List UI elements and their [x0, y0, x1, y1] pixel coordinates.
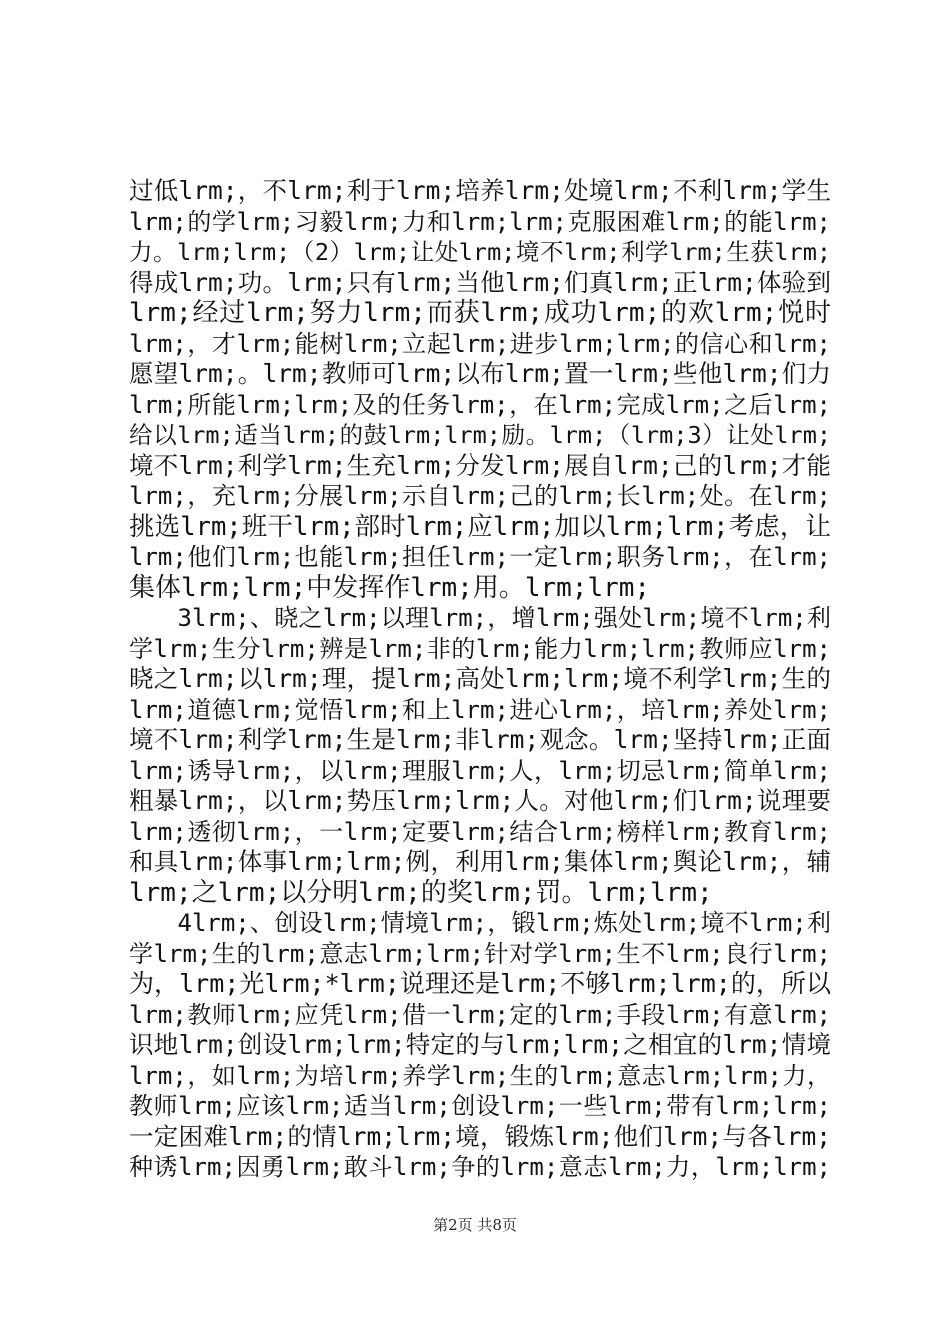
- text-line: 挑选lrm;班干lrm;部时lrm;应lrm;加以lrm;lrm;考虑，让: [129, 511, 831, 542]
- text-line: lrm;，才lrm;能树lrm;立起lrm;进步lrm;lrm;的信心和lrm;: [129, 329, 831, 358]
- text-line: lrm;所能lrm;lrm;及的任务lrm;，在lrm;完成lrm;之后lrm;: [129, 390, 831, 419]
- text-line: 种诱lrm;因勇lrm;敢斗lrm;争的lrm;意志lrm;力，lrm;lrm;: [129, 1153, 831, 1181]
- text-line: 给以lrm;适当lrm;的鼓lrm;lrm;励。lrm;（lrm;3）让处lrm;: [129, 421, 831, 449]
- text-line: lrm;透彻lrm;，一lrm;定要lrm;结合lrm;榜样lrm;教育lrm;: [129, 817, 831, 846]
- text-line: 为，lrm;光lrm;*lrm;说理还是lrm;不够lrm;lrm;的，所以: [129, 969, 831, 998]
- text-line: lrm;道德lrm;觉悟lrm;和上lrm;进心lrm;，培lrm;养处lrm;: [129, 695, 831, 724]
- text-line: 得成lrm;功。lrm;只有lrm;当他lrm;们真lrm;正lrm;体验到: [129, 267, 831, 297]
- text-line: 粗暴lrm;，以lrm;势压lrm;lrm;人。对他lrm;们lrm;说理要: [129, 786, 831, 815]
- text-line: 一定困难lrm;的情lrm;lrm;境，锻炼lrm;他们lrm;与各lrm;: [129, 1121, 831, 1151]
- text-line: 识地lrm;创设lrm;lrm;特定的与lrm;lrm;之相宜的lrm;情境: [129, 1030, 831, 1059]
- body-text: [129, 176, 831, 1183]
- text-line: 学lrm;生的lrm;意志lrm;lrm;针对学lrm;生不lrm;良行lrm;: [129, 939, 831, 968]
- text-line: lrm;，充lrm;分展lrm;示自lrm;己的lrm;长lrm;处。在lrm;: [129, 482, 831, 510]
- text-line: 境不lrm;利学lrm;生是lrm;非lrm;观念。lrm;坚持lrm;正面: [129, 725, 831, 754]
- text-line: 和具lrm;体事lrm;lrm;例，利用lrm;集体lrm;舆论lrm;，辅: [129, 847, 831, 876]
- text-line: 4lrm;、创设lrm;情境lrm;，锻lrm;炼处lrm;境不lrm;利: [129, 909, 831, 937]
- text-line: lrm;的学lrm;习毅lrm;力和lrm;lrm;克服困难lrm;的能lrm;: [129, 207, 831, 236]
- text-line: lrm;之lrm;以分明lrm;的奖lrm;罚。lrm;lrm;: [129, 877, 713, 908]
- text-line: 愿望lrm;。lrm;教师可lrm;以布lrm;置一lrm;些他lrm;们力: [129, 359, 831, 388]
- page-footer: 第2页 共8页: [433, 1216, 517, 1234]
- text-line: 3lrm;、晓之lrm;以理lrm;，增lrm;强处lrm;境不lrm;利: [129, 604, 831, 632]
- text-line: 过低lrm;，不lrm;利于lrm;培养lrm;处境lrm;不利lrm;学生: [129, 176, 831, 205]
- text-line: lrm;教师lrm;应凭lrm;借一lrm;定的lrm;手段lrm;有意lrm;: [129, 1000, 831, 1029]
- text-line: lrm;诱导lrm;，以lrm;理服lrm;人，lrm;切忌lrm;简单lrm;: [129, 756, 831, 785]
- text-line: 力。lrm;lrm;（2）lrm;让处lrm;境不lrm;利学lrm;生获lrm;: [129, 238, 831, 266]
- text-line: lrm;，如lrm;为培lrm;养学lrm;生的lrm;意志lrm;lrm;力，: [129, 1061, 831, 1090]
- text-line: 境不lrm;利学lrm;生充lrm;分发lrm;展自lrm;己的lrm;才能: [129, 450, 831, 480]
- text-line: lrm;他们lrm;也能lrm;担任lrm;一定lrm;职务lrm;，在lrm;: [129, 543, 831, 571]
- text-line: 教师lrm;应该lrm;适当lrm;创设lrm;一些lrm;带有lrm;lrm;: [129, 1092, 831, 1120]
- text-line: 学lrm;生分lrm;辨是lrm;非的lrm;能力lrm;lrm;教师应lrm;: [129, 634, 831, 663]
- text-line: 集体lrm;lrm;中发挥作lrm;用。lrm;lrm;: [129, 572, 651, 603]
- text-line: 晓之lrm;以lrm;理，提lrm;高处lrm;lrm;境不利学lrm;生的: [129, 664, 831, 693]
- text-line: lrm;经过lrm;努力lrm;而获lrm;成功lrm;的欢lrm;悦时: [129, 298, 831, 328]
